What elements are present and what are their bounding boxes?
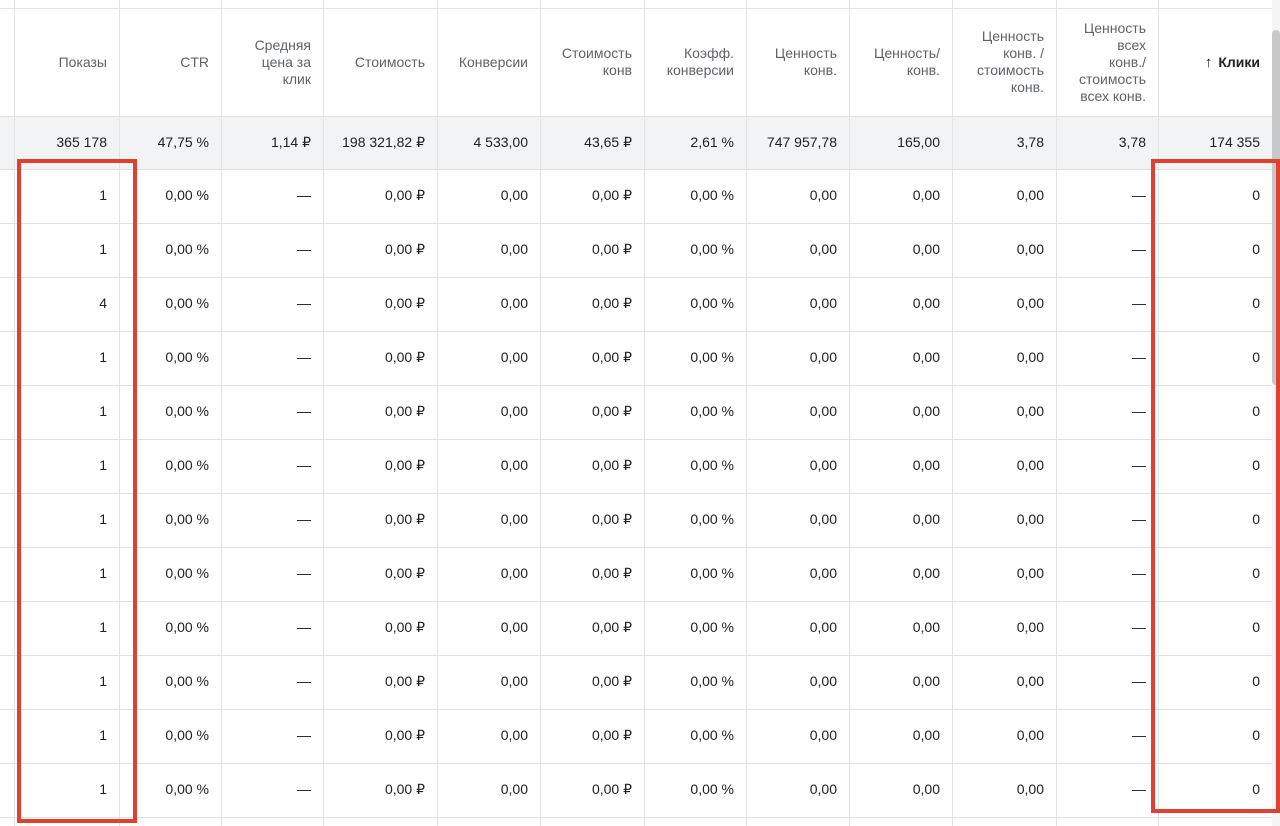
cell-conv_rate: 0,00 % <box>690 673 734 689</box>
cell-conv_value_cost: 0,00 <box>1016 727 1044 743</box>
cell-conv_value: 0,00 <box>809 673 837 689</box>
table-row[interactable] <box>0 601 1272 655</box>
cell-conv_rate: 0,00 % <box>690 565 734 581</box>
cell-impressions: 1 <box>99 349 107 365</box>
cell-conv_rate: 0,00 % <box>690 511 734 527</box>
cell-conversions: 0,00 <box>500 349 528 365</box>
column-header-cost[interactable] <box>323 8 437 116</box>
cell-impressions: 1 <box>99 403 107 419</box>
cell-conv_value: 0,00 <box>809 295 837 311</box>
cell-conv_rate: 0,00 % <box>690 727 734 743</box>
column-header-label: Ценность/ конв. <box>874 45 940 78</box>
cell-conv_rate: 0,00 % <box>690 781 734 797</box>
column-header-label: Средняя цена за клик <box>254 36 311 87</box>
cell-conv_value: 0,00 <box>809 511 837 527</box>
cell-all_conv_value_cost: — <box>1132 673 1146 689</box>
cell-impressions: 1 <box>99 727 107 743</box>
column-header-all_conv_value_cost[interactable] <box>1056 8 1158 116</box>
table-row[interactable] <box>0 223 1272 277</box>
cell-ctr: 0,00 % <box>165 241 209 257</box>
cell-impressions: 1 <box>99 619 107 635</box>
cell-cost_per_conv: 0,00 ₽ <box>591 187 632 203</box>
cell-value_per_conv: 0,00 <box>912 187 940 203</box>
table-row[interactable] <box>0 763 1272 817</box>
cell-cost: 0,00 ₽ <box>384 295 425 311</box>
cell-conv_value_cost: 0,00 <box>1016 403 1044 419</box>
cell-clicks: 0 <box>1252 727 1260 743</box>
cell-impressions: 1 <box>99 781 107 797</box>
cell-clicks: 0 <box>1252 187 1260 203</box>
cell-all_conv_value_cost: — <box>1132 727 1146 743</box>
cell-clicks: 0 <box>1252 619 1260 635</box>
cell-conversions: 0,00 <box>500 619 528 635</box>
cell-ctr: 0,00 % <box>165 511 209 527</box>
cell-cost_per_conv: 0,00 ₽ <box>591 457 632 473</box>
cell-value_per_conv: 0,00 <box>912 295 940 311</box>
cell-cost: 0,00 ₽ <box>384 187 425 203</box>
cell-conversions: 0,00 <box>500 187 528 203</box>
column-header-conv_value[interactable] <box>746 8 849 116</box>
totals-cell-all_conv_value_cost: 3,78 <box>1118 134 1146 150</box>
cell-cost: 0,00 ₽ <box>384 673 425 689</box>
cell-value_per_conv: 0,00 <box>912 727 940 743</box>
cell-avg_cpc: — <box>297 349 311 365</box>
totals-cell-ctr: 47,75 % <box>157 134 209 150</box>
row-divider <box>0 817 1272 818</box>
cell-clicks: 0 <box>1252 673 1260 689</box>
cell-conversions: 0,00 <box>500 781 528 797</box>
cell-cost: 0,00 ₽ <box>384 619 425 635</box>
cell-conv_value_cost: 0,00 <box>1016 619 1044 635</box>
cell-cost: 0,00 ₽ <box>384 727 425 743</box>
cell-avg_cpc: — <box>297 511 311 527</box>
column-header-clicks[interactable] <box>1158 8 1272 116</box>
cell-clicks: 0 <box>1252 241 1260 257</box>
column-header-label: Стоимость <box>354 53 425 70</box>
cell-conv_rate: 0,00 % <box>690 241 734 257</box>
totals-cell-conv_value_cost: 3,78 <box>1016 134 1044 150</box>
cell-cost: 0,00 ₽ <box>384 241 425 257</box>
cell-all_conv_value_cost: — <box>1132 187 1146 203</box>
cell-all_conv_value_cost: — <box>1132 619 1146 635</box>
cell-value_per_conv: 0,00 <box>912 511 940 527</box>
cell-ctr: 0,00 % <box>165 295 209 311</box>
cell-conversions: 0,00 <box>500 511 528 527</box>
cell-conversions: 0,00 <box>500 673 528 689</box>
cell-value_per_conv: 0,00 <box>912 457 940 473</box>
cell-cost_per_conv: 0,00 ₽ <box>591 565 632 581</box>
cell-conv_value: 0,00 <box>809 457 837 473</box>
highlight-impressions-column <box>17 159 137 823</box>
cell-conv_value_cost: 0,00 <box>1016 781 1044 797</box>
cell-clicks: 0 <box>1252 403 1260 419</box>
column-header-impressions[interactable] <box>14 8 119 116</box>
cell-clicks: 0 <box>1252 295 1260 311</box>
cell-conv_value_cost: 0,00 <box>1016 511 1044 527</box>
cell-ctr: 0,00 % <box>165 187 209 203</box>
column-header-conversions[interactable] <box>437 8 540 116</box>
cell-ctr: 0,00 % <box>165 727 209 743</box>
cell-conv_value: 0,00 <box>809 565 837 581</box>
cell-value_per_conv: 0,00 <box>912 241 940 257</box>
cell-value_per_conv: 0,00 <box>912 349 940 365</box>
cell-ctr: 0,00 % <box>165 349 209 365</box>
cell-value_per_conv: 0,00 <box>912 619 940 635</box>
table-row[interactable] <box>0 655 1272 709</box>
cell-value_per_conv: 0,00 <box>912 403 940 419</box>
cell-ctr: 0,00 % <box>165 781 209 797</box>
cell-clicks: 0 <box>1252 565 1260 581</box>
cell-impressions: 1 <box>99 565 107 581</box>
column-header-label: CTR <box>180 53 209 70</box>
cell-cost: 0,00 ₽ <box>384 511 425 527</box>
totals-cell-cost: 198 321,82 ₽ <box>342 134 425 150</box>
cell-conv_rate: 0,00 % <box>690 295 734 311</box>
cell-impressions: 1 <box>99 241 107 257</box>
table-row[interactable] <box>0 169 1272 223</box>
cell-conv_rate: 0,00 % <box>690 457 734 473</box>
cell-conv_value_cost: 0,00 <box>1016 457 1044 473</box>
cell-avg_cpc: — <box>297 403 311 419</box>
cell-conv_value: 0,00 <box>809 403 837 419</box>
column-header-label: Ценность конв. / стоимость конв. <box>977 28 1044 95</box>
cell-clicks: 0 <box>1252 511 1260 527</box>
cell-conv_rate: 0,00 % <box>690 187 734 203</box>
cell-avg_cpc: — <box>297 457 311 473</box>
cell-cost_per_conv: 0,00 ₽ <box>591 727 632 743</box>
cell-conv_value: 0,00 <box>809 241 837 257</box>
row-divider <box>0 116 1272 117</box>
cell-all_conv_value_cost: — <box>1132 349 1146 365</box>
highlight-clicks-column <box>1151 159 1280 813</box>
cell-conv_value: 0,00 <box>809 619 837 635</box>
cell-conversions: 0,00 <box>500 457 528 473</box>
column-header-cost_per_conv[interactable] <box>540 8 644 116</box>
cell-all_conv_value_cost: — <box>1132 241 1146 257</box>
cell-cost_per_conv: 0,00 ₽ <box>591 403 632 419</box>
table-row[interactable] <box>0 709 1272 763</box>
table-row[interactable] <box>0 331 1272 385</box>
cell-conv_value: 0,00 <box>809 187 837 203</box>
cell-all_conv_value_cost: — <box>1132 295 1146 311</box>
column-header-value_per_conv[interactable] <box>849 8 952 116</box>
totals-cell-conversions: 4 533,00 <box>473 134 528 150</box>
column-header-ctr[interactable] <box>119 8 221 116</box>
totals-cell-conv_rate: 2,61 % <box>690 134 734 150</box>
totals-cell-impressions: 365 178 <box>56 134 107 150</box>
cell-avg_cpc: — <box>297 619 311 635</box>
cell-value_per_conv: 0,00 <box>912 673 940 689</box>
cell-cost: 0,00 ₽ <box>384 781 425 797</box>
cell-conv_value_cost: 0,00 <box>1016 673 1044 689</box>
totals-cell-conv_value: 747 957,78 <box>766 134 837 150</box>
cell-avg_cpc: — <box>297 241 311 257</box>
cell-ctr: 0,00 % <box>165 565 209 581</box>
cell-cost_per_conv: 0,00 ₽ <box>591 619 632 635</box>
cell-cost_per_conv: 0,00 ₽ <box>591 241 632 257</box>
cell-cost_per_conv: 0,00 ₽ <box>591 295 632 311</box>
column-header-conv_value_cost[interactable] <box>952 8 1056 116</box>
totals-cell-avg_cpc: 1,14 ₽ <box>270 134 311 150</box>
column-header-label: Коэфф. конверсии <box>666 45 734 78</box>
cell-avg_cpc: — <box>297 295 311 311</box>
cell-impressions: 1 <box>99 187 107 203</box>
arrow-up-icon[interactable]: ↑ <box>1204 53 1213 71</box>
totals-cell-clicks: 174 355 <box>1209 134 1260 150</box>
table-row[interactable] <box>0 547 1272 601</box>
column-header-label: Ценность всех конв./ стоимость всех конв. <box>1079 19 1146 104</box>
cell-avg_cpc: — <box>297 565 311 581</box>
cell-avg_cpc: — <box>297 781 311 797</box>
column-header-label: Стоимость конв <box>561 45 632 78</box>
cell-cost: 0,00 ₽ <box>384 349 425 365</box>
cell-impressions: 1 <box>99 511 107 527</box>
cell-conv_value_cost: 0,00 <box>1016 349 1044 365</box>
cell-avg_cpc: — <box>297 727 311 743</box>
cell-all_conv_value_cost: — <box>1132 403 1146 419</box>
cell-ctr: 0,00 % <box>165 457 209 473</box>
cell-conversions: 0,00 <box>500 727 528 743</box>
column-header-label: Конверсии <box>458 53 528 70</box>
cell-cost: 0,00 ₽ <box>384 403 425 419</box>
cell-conversions: 0,00 <box>500 295 528 311</box>
cell-all_conv_value_cost: — <box>1132 781 1146 797</box>
cell-conv_value: 0,00 <box>809 781 837 797</box>
totals-cell-value_per_conv: 165,00 <box>897 134 940 150</box>
cell-cost_per_conv: 0,00 ₽ <box>591 349 632 365</box>
cell-conversions: 0,00 <box>500 565 528 581</box>
column-header-label: Клики <box>1218 53 1260 70</box>
cell-clicks: 0 <box>1252 457 1260 473</box>
cell-impressions: 1 <box>99 457 107 473</box>
cell-ctr: 0,00 % <box>165 619 209 635</box>
cell-conv_value_cost: 0,00 <box>1016 565 1044 581</box>
cell-conv_rate: 0,00 % <box>690 349 734 365</box>
cell-ctr: 0,00 % <box>165 403 209 419</box>
cell-all_conv_value_cost: — <box>1132 565 1146 581</box>
cell-conv_value: 0,00 <box>809 727 837 743</box>
cell-conv_value_cost: 0,00 <box>1016 295 1044 311</box>
cell-cost: 0,00 ₽ <box>384 565 425 581</box>
cell-conv_value_cost: 0,00 <box>1016 187 1044 203</box>
table-row[interactable] <box>0 493 1272 547</box>
cell-conversions: 0,00 <box>500 403 528 419</box>
cell-conv_value: 0,00 <box>809 349 837 365</box>
cell-avg_cpc: — <box>297 673 311 689</box>
cell-clicks: 0 <box>1252 349 1260 365</box>
cell-ctr: 0,00 % <box>165 673 209 689</box>
column-header-label: Ценность конв. <box>774 45 837 78</box>
cell-value_per_conv: 0,00 <box>912 565 940 581</box>
totals-cell-cost_per_conv: 43,65 ₽ <box>584 134 632 150</box>
cell-avg_cpc: — <box>297 187 311 203</box>
cell-conv_rate: 0,00 % <box>690 619 734 635</box>
table-row[interactable] <box>0 385 1272 439</box>
cell-value_per_conv: 0,00 <box>912 781 940 797</box>
cell-cost: 0,00 ₽ <box>384 457 425 473</box>
column-header-avg_cpc[interactable] <box>221 8 323 116</box>
cell-impressions: 1 <box>99 673 107 689</box>
cell-cost_per_conv: 0,00 ₽ <box>591 673 632 689</box>
cell-conv_rate: 0,00 % <box>690 403 734 419</box>
cell-cost_per_conv: 0,00 ₽ <box>591 781 632 797</box>
cell-conversions: 0,00 <box>500 241 528 257</box>
cell-cost_per_conv: 0,00 ₽ <box>591 511 632 527</box>
cell-conv_value_cost: 0,00 <box>1016 241 1044 257</box>
table-row[interactable] <box>0 277 1272 331</box>
cell-clicks: 0 <box>1252 781 1260 797</box>
cell-all_conv_value_cost: — <box>1132 511 1146 527</box>
table-row[interactable] <box>0 439 1272 493</box>
column-header-conv_rate[interactable] <box>644 8 746 116</box>
column-header-label: Показы <box>58 53 107 70</box>
cell-all_conv_value_cost: — <box>1132 457 1146 473</box>
cell-impressions: 4 <box>99 295 107 311</box>
